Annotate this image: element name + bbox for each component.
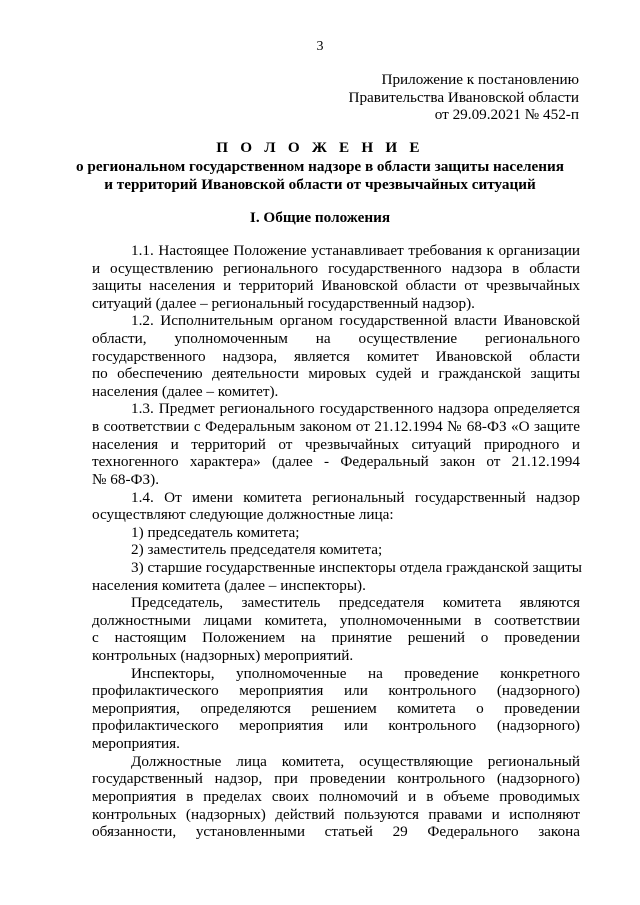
body-line: 1) председатель комитета; (131, 523, 300, 541)
body-line: контрольных (надзорных) действий пользуются правами и исполняют (92, 805, 580, 823)
appendix-line: от 29.09.2021 № 452-п (434, 106, 579, 123)
body-line: осуществляют следующие должностные лица: (92, 506, 394, 524)
body-line: 1.4. От имени комитета региональный государственный надзор (131, 488, 580, 506)
section-heading: I. Общие положения (249, 209, 391, 226)
body-line: Инспекторы, уполномоченные на проведение конкретного (131, 664, 580, 682)
body-line: 1.3. Предмет регионального государственного надзора определяется (131, 400, 580, 418)
appendix-line: Правительства Ивановской области (348, 88, 579, 106)
body-line: населения комитета (далее – инспекторы). (92, 576, 366, 594)
body-line: обязанности, установленными статьей 29 Федерального закона (92, 823, 580, 841)
body-line: мероприятия. (92, 735, 180, 753)
body-line: населения и территорий от чрезвычайных ситуаций природного и (92, 435, 580, 453)
body-line: контрольных (надзорных) мероприятий. (92, 647, 354, 665)
body-line: области, уполномоченным на осуществление регионального (92, 330, 580, 348)
body-line: Должностные лица комитета, осуществляющие региональный (131, 752, 580, 770)
body-line: 1.2. Исполнительным органом государственной власти Ивановской (131, 312, 580, 330)
body-line: № 68-ФЗ). (92, 470, 159, 488)
body-line: ситуаций (далее – региональный государственный надзор). (92, 294, 475, 312)
subtitle-line: о региональном государственном надзоре в области защиты населения (75, 158, 564, 175)
body-line: профилактического мероприятия или контрольного (надзорного) (92, 717, 580, 735)
body-line: профилактического мероприятия или контрольного (надзорного) (92, 682, 580, 700)
appendix-line: Приложение к постановлению (381, 71, 579, 88)
body-line: в соответствии с Федеральным законом от 21.12.1994 № 68-ФЗ «О защите (92, 418, 580, 436)
body-line: 2) заместитель председателя комитета; (131, 541, 383, 559)
body-line: с настоящим Положением на принятие решений о проведении (92, 629, 580, 647)
body-line: защиты населения и территорий Ивановской области от чрезвычайных (92, 277, 580, 295)
body-line: должностными лицами комитета, уполномоченными в соответствии (92, 611, 580, 629)
body-line: 3) старшие государственные инспекторы отдела гражданской защиты (131, 558, 582, 576)
body-line: мероприятия, определяются решением комитета о проведении (92, 699, 580, 717)
document-body (92, 242, 580, 841)
body-line: 1.1. Настоящее Положение устанавливает требования к организации (131, 242, 580, 259)
body-line: населения (далее – комитет). (92, 382, 279, 400)
body-line: и осуществлению регионального государственного надзора в области (92, 259, 580, 277)
body-line: государственный надзор, при проведении контрольного (надзорного) (92, 770, 580, 788)
body-line: по обеспечению деятельности мировых судей и гражданской защиты (92, 365, 580, 383)
document-title: П О Л О Ж Е Н И Е (216, 139, 424, 156)
document-subtitle (0, 158, 640, 193)
body-line: техногенного характера» (далее - Федеральный закон от 21.12.1994 (92, 453, 580, 471)
subtitle-line: и территорий Ивановской области от чрезвычайных ситуаций (104, 175, 536, 193)
body-line: Председатель, заместитель председателя комитета являются (131, 594, 580, 612)
body-line: государственного надзора, является комитет Ивановской области (92, 347, 580, 365)
body-line: мероприятия в пределах своих полномочий и в объеме проводимых (92, 787, 580, 805)
appendix-reference (349, 71, 580, 124)
page-number: 3 (316, 39, 324, 54)
